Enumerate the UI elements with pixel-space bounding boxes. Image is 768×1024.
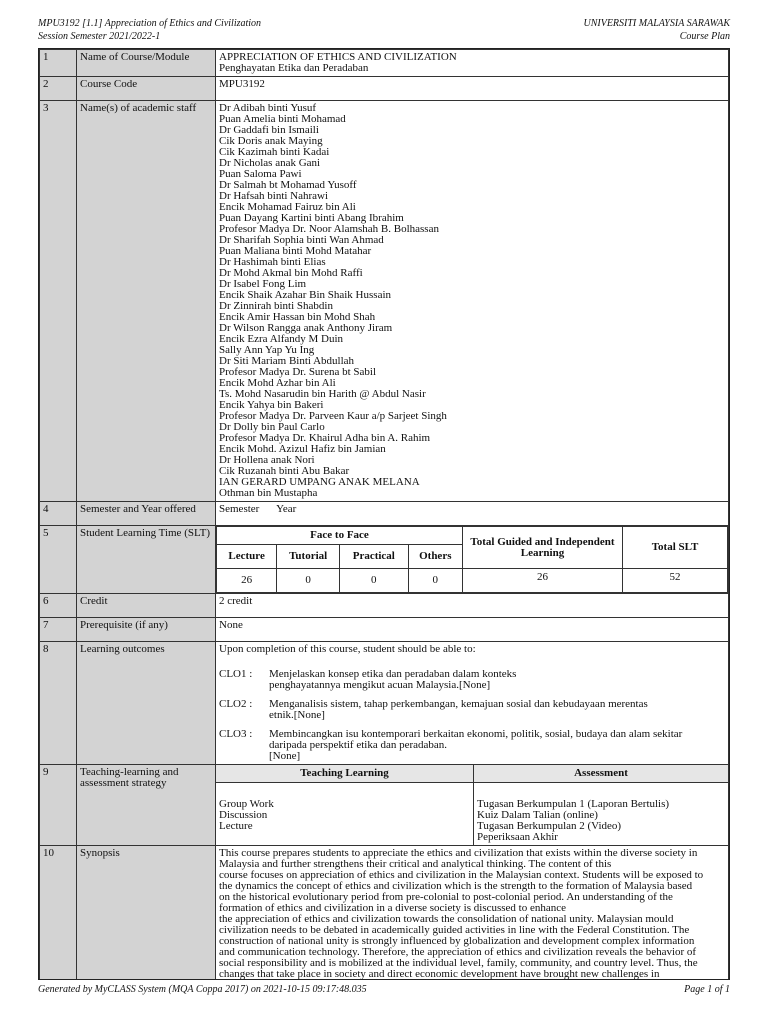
- row-label: Student Learning Time (SLT): [77, 526, 216, 594]
- staff-name: Encik Yahya bin Bakeri: [219, 399, 324, 411]
- row-number: 5: [40, 526, 77, 594]
- row-number: 1: [40, 50, 77, 77]
- staff-name: Dr Mohd Akmal bin Mohd Raffi: [219, 267, 363, 279]
- assessment-item: Kuiz Dalam Talian (online): [477, 809, 598, 821]
- row-number: 7: [40, 618, 77, 642]
- row-number: 9: [40, 765, 77, 846]
- row-prerequisite: [40, 618, 729, 642]
- synopsis-line: civilization needs to be debated in academically guided activities in line with the Federal Constitution. The: [219, 924, 690, 936]
- synopsis-text: [216, 846, 729, 981]
- row-label: Course Code: [77, 77, 216, 101]
- staff-name: Dr Gaddafi bin Ismaili: [219, 124, 319, 136]
- teaching-method: Group Work: [219, 798, 274, 810]
- synopsis-line: Malaysia and further strengthens their critical and analytical thinking. The content of this: [219, 858, 612, 870]
- learning-outcomes-cell: [216, 642, 729, 765]
- staff-list: [216, 101, 729, 502]
- row-label: Name(s) of academic staff: [77, 101, 216, 502]
- slt-cell: [216, 526, 729, 594]
- clo-item: [219, 699, 725, 721]
- prerequisite-value: None: [216, 618, 729, 642]
- synopsis-line: formation of ethics and civilization in a diverse society is discussed to enhance: [219, 902, 567, 914]
- tutorial-header: Tutorial: [277, 545, 340, 569]
- staff-name: Dr Nicholas anak Gani: [219, 157, 321, 169]
- clo-key: CLO1 :: [219, 668, 253, 680]
- staff-name: Encik Shaik Azahar Bin Shaik Hussain: [219, 289, 392, 301]
- assessment-methods: [474, 783, 728, 845]
- staff-name: Dr Hafsah binti Nahrawi: [219, 190, 329, 202]
- page-header: [38, 18, 730, 46]
- teaching-learning-header: Teaching Learning: [216, 765, 474, 783]
- assessment-item: Peperiksaan Akhir: [477, 831, 558, 843]
- row-course-code: [40, 77, 729, 101]
- staff-name: Dr Zinnirah binti Shabdin: [219, 300, 333, 312]
- clo-text: daripada perspektif etika dan peradaban.: [269, 739, 448, 751]
- staff-name: Dr Dolly bin Paul Carlo: [219, 421, 325, 433]
- slt-table: [216, 526, 728, 593]
- staff-name: Puan Saloma Pawi: [219, 168, 302, 180]
- clo-text: etnik.[None]: [269, 709, 325, 721]
- semester-cell: [216, 502, 729, 526]
- synopsis-line: on the historical evolutionary period from pre-colonial to post-colonial period. An understanding of the: [219, 891, 673, 903]
- year-label: Year: [276, 503, 297, 515]
- assessment-item: Tugasan Berkumpulan 2 (Video): [477, 820, 622, 832]
- course-name-en: APPRECIATION OF ETHICS AND CIVILIZATION: [219, 51, 457, 63]
- staff-name: IAN GERARD UMPANG ANAK MELANA: [219, 476, 420, 488]
- total-slt-value: 52: [623, 569, 728, 593]
- staff-name: Puan Amelia binti Mohamad: [219, 113, 346, 125]
- clo-text: Menjelaskan konsep etika dan peradaban dalam konteks: [269, 668, 517, 680]
- document-type: Course Plan: [679, 30, 730, 42]
- staff-name: Profesor Madya Dr. Surena bt Sabil: [219, 366, 377, 378]
- row-tla: [40, 765, 729, 846]
- course-code-value: MPU3192: [216, 77, 729, 101]
- staff-name: Profesor Madya Dr. Parveen Kaur a/p Sarjeet Singh: [219, 410, 447, 422]
- row-label: Teaching-learning and assessment strategy: [77, 765, 216, 846]
- row-staff: [40, 101, 729, 502]
- clo-text: [None]: [269, 750, 301, 762]
- lecture-value: 26: [217, 569, 277, 593]
- lecture-header: Lecture: [217, 545, 277, 569]
- staff-name: Dr Isabel Fong Lim: [219, 278, 307, 290]
- staff-name: Encik Mohd Azhar bin Ali: [219, 377, 336, 389]
- clo-item: [219, 729, 725, 762]
- row-label: Semester and Year offered: [77, 502, 216, 526]
- staff-name: Dr Wilson Rangga anak Anthony Jiram: [219, 322, 393, 334]
- staff-name: Encik Ezra Alfandy M Duin: [219, 333, 344, 345]
- staff-name: Sally Ann Yap Yu Ing: [219, 344, 315, 356]
- clo-item: [219, 669, 725, 691]
- row-number: 6: [40, 594, 77, 618]
- course-header-line: MPU3192 [1.1] Appreciation of Ethics and Civilization: [38, 18, 262, 29]
- row-label: Prerequisite (if any): [77, 618, 216, 642]
- guided-value: 26: [463, 569, 623, 593]
- page-number: Page 1 of 1: [684, 984, 730, 995]
- staff-name: Dr Salmah bt Mohamad Yusoff: [219, 179, 357, 191]
- staff-name: Cik Kazimah binti Kadai: [219, 146, 330, 158]
- semester-label: Semester: [219, 503, 260, 515]
- staff-name: Encik Mohd. Azizul Hafiz bin Jamian: [219, 443, 386, 455]
- clo-text: Membincangkan isu kontemporari berkaitan ekonomi, politik, sosial, budaya dan alam sekitar: [269, 728, 683, 740]
- session-line: Session Semester 2021/2022-1: [38, 30, 161, 42]
- row-label: Learning outcomes: [77, 642, 216, 765]
- others-header: Others: [408, 545, 462, 569]
- staff-name: Dr Hollena anak Nori: [219, 454, 315, 466]
- staff-name: Cik Doris anak Maying: [219, 135, 323, 147]
- staff-name: Profesor Madya Dr. Noor Alamshah B. Bolhassan: [219, 223, 439, 235]
- tutorial-value: 0: [277, 569, 340, 593]
- others-value: 0: [408, 569, 462, 593]
- staff-name: Encik Mohamad Fairuz bin Ali: [219, 201, 356, 213]
- synopsis-line: This course prepares students to appreciate the ethics and civilization that exists within the diverse society in: [219, 847, 698, 859]
- staff-name: Profesor Madya Dr. Khairul Adha bin A. Rahim: [219, 432, 431, 444]
- row-number: 10: [40, 846, 77, 981]
- course-name-my: Penghayatan Etika dan Peradaban: [219, 62, 369, 74]
- row-semester: [40, 502, 729, 526]
- row-slt: [40, 526, 729, 594]
- staff-name: Dr Adibah binti Yusuf: [219, 102, 317, 114]
- synopsis-line: changes that take place in society and direct economic development have brought new challenges in: [219, 968, 660, 980]
- row-number: 8: [40, 642, 77, 765]
- synopsis-line: the appreciation of ethics and civilization towards the consolidation of national unity. Malaysian mould: [219, 913, 674, 925]
- assessment-item: Tugasan Berkumpulan 1 (Laporan Bertulis): [477, 798, 670, 810]
- clo-key: CLO2 :: [219, 698, 253, 710]
- row-label: Name of Course/Module: [77, 50, 216, 77]
- staff-name: Puan Dayang Kartini binti Abang Ibrahim: [219, 212, 404, 224]
- synopsis-line: construction of national unity is strongly influenced by globalization and development complex information: [219, 935, 695, 947]
- teaching-method: Lecture: [219, 820, 253, 832]
- row-label: Synopsis: [77, 846, 216, 981]
- clo-text: penghayatannya mengikut acuan Malaysia.[None]: [269, 679, 491, 691]
- synopsis-line: social responsibility and is mobilized at the individual level, family, community, and country level. Thus, the: [219, 957, 698, 969]
- row-course-name: [40, 50, 729, 77]
- staff-name: Cik Ruzanah binti Abu Bakar: [219, 465, 350, 477]
- row-synopsis: [40, 846, 729, 981]
- row-number: 2: [40, 77, 77, 101]
- guided-learning-header: Total Guided and Independent Learning: [463, 527, 623, 569]
- staff-name: Ts. Mohd Nasarudin bin Harith @ Abdul Nasir: [219, 388, 426, 400]
- row-learning-outcomes: [40, 642, 729, 765]
- credit-value: 2 credit: [216, 594, 729, 618]
- total-slt-header: Total SLT: [623, 527, 728, 569]
- synopsis-line: course focuses on appreciation of ethics and civilization in the Malaysian context. Students will be exposed to: [219, 869, 704, 881]
- staff-name: Dr Siti Mariam Binti Abdullah: [219, 355, 355, 367]
- row-number: 3: [40, 101, 77, 502]
- staff-name: Othman bin Mustapha: [219, 487, 318, 499]
- course-name-cell: [216, 50, 729, 77]
- practical-value: 0: [340, 569, 409, 593]
- synopsis-line: and communication technology. Therefore, the appreciation of ethics and civilization reveals the behavior of: [219, 946, 697, 958]
- assessment-header: Assessment: [474, 765, 728, 783]
- clo-key: CLO3 :: [219, 728, 253, 740]
- tla-cell: [216, 765, 729, 846]
- synopsis-line: the dynamics the concept of ethics and civilization which is the strength to the formation of Malaysia based: [219, 880, 693, 892]
- row-number: 4: [40, 502, 77, 526]
- clo-text: Menganalisis sistem, tahap perkembangan, kemajuan sosial dan kebudayaan merentas: [269, 698, 648, 710]
- row-credit: [40, 594, 729, 618]
- staff-name: Encik Amir Hassan bin Mohd Shah: [219, 311, 376, 323]
- practical-header: Practical: [340, 545, 409, 569]
- teaching-method: Discussion: [219, 809, 268, 821]
- course-plan-table: [38, 48, 730, 980]
- teaching-methods: [216, 783, 474, 845]
- staff-name: Dr Sharifah Sophia binti Wan Ahmad: [219, 234, 384, 246]
- university-name: UNIVERSITI MALAYSIA SARAWAK: [583, 18, 730, 29]
- row-label: Credit: [77, 594, 216, 618]
- face-to-face-header: Face to Face: [217, 527, 463, 545]
- staff-name: Puan Maliana binti Mohd Matahar: [219, 245, 372, 257]
- generated-note: Generated by MyCLASS System (MQA Coppa 2017) on 2021-10-15 09:17:48.035: [38, 984, 367, 995]
- outcomes-intro: Upon completion of this course, student should be able to:: [219, 643, 476, 655]
- staff-name: Dr Hashimah binti Elias: [219, 256, 326, 268]
